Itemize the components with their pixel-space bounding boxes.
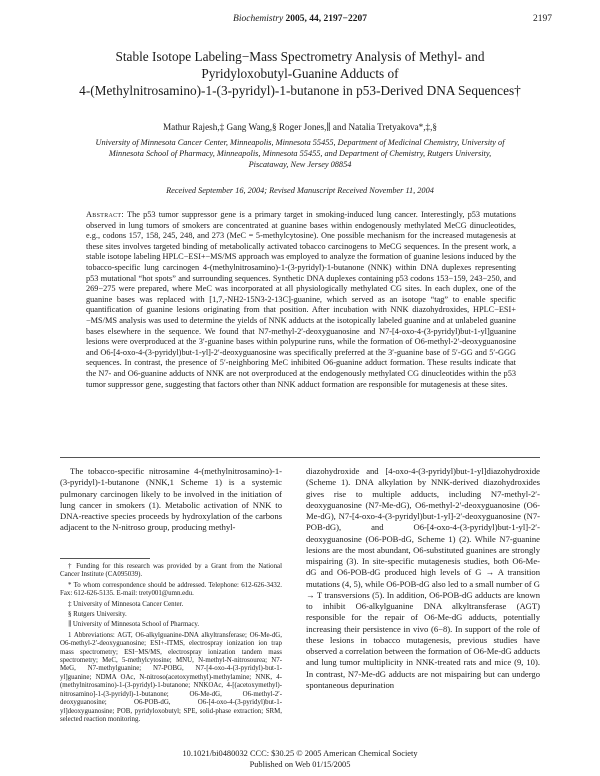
affiliations — [60, 137, 540, 170]
author-list: Mathur Rajesh,‡ Gang Wang,§ Roger Jones,∥ and Natalia Tretyakova*,‡,§ — [162, 122, 438, 132]
body-text-right-column: diazohydroxide and [4-oxo-4-(3-pyridyl)but-1-yl]diazohydroxide (Scheme 1). DNA alkylation by NNK-derived diazohydroxides gives rise to multiple adducts, including N7-methyl-2′-deoxyguanosine (N7-Me-dG), O6-methyl-2′-deoxyguanosine (O6-Me-dG), N7-[4-oxo-4-(3-pyridyl)but-1-yl]-2′-deoxyguanosine (N7-POB-dG), and O6-[4-oxo-4-(3-pyridyl)but-1-yl]-2′-deoxyguanosine (O6-POB-dG, Scheme 1) (2). While N7-guanine lesions are the most abundant, O6-substituted guanines are strongly mispairing (3). In site-specific mutagenesis studies, both O6-Me-dG and O6-POB-dG produced high levels of G → A transition mutations (4, 5), while O6-POB-dG also led to a small number of G → T transversions (5). In addition, O6-POB-dG adducts are known to inhibit O6-alkylguanine DNA alkyltransferase (AGT) responsible for the repair of O6-Me-dG adducts, potentially increasing their persistence in vivo (6−8). In support of the role of these lesions in tobacco mutagenesis, previous studies have observed a correlation between the formation of O6-Me-dG adducts and lung tumor multiplicity in NNK-treated rats and mice (9, 10). In contrast, N7-Me-dG adducts are not mispairing but can undergo spontaneous depurination — [306, 466, 540, 690]
abstract-divider — [60, 457, 540, 458]
abstract-text: The p53 tumor suppressor gene is a primary target in smoking-induced lung cancer. Interestingly, p53 mutations observed in lung tumors of smokers are concentrated at guanine bases within endogenously methylated MeCG dinucleotides, e.g., codons 157, 158, 245, 248, and 273 (MeC = 5-methylcytosine). One possible mechanism for the increased mutagenesis at these sites involves targeted binding of metabolically activated tobacco carcinogens to MeCG sequences. In the present work, a stable isotope labeling HPLC−ESI+−MS/MS approach was employed to analyze the formation of guanine lesions induced by the tobacco-specific lung carcinogen 4-(methylnitrosamino)-1-(3-pyridyl)-1-butanone (NNK) within DNA duplexes representing p53 mutational “hot spots” and surrounding sequences. Synthetic DNA duplexes containing p53 codons 153−159, 243−250, and 269−275 were prepared, where MeC was incorporated at all physiologically methylated CG sites. In each duplex, one of the guanine bases was replaced with [1,7,-NH2-15N3-2-13C]-guanine, which served as an isotope “tag” to enable specific quantification of guanine lesions originating from that position. After incubation with NNK diazohydroxides, HPLC−ESI+−MS/MS analysis was used to determine the yields of NNK adducts at the isotopically labeled guanine and at unlabeled guanine bases elsewhere in the sequence. We found that N7-methyl-2′-deoxyguanosine and N7-[4-oxo-4-(3-pyridyl)but-1-yl]guanine lesions were overproduced at the 3′-guanine bases within polypurine runs, while the formation of O6-methyl-2′-deoxyguanosine and O6-[4-oxo-4-(3-pyridyl)but-1-yl]-2′-deoxyguanosine was specifically preferred at the 3′-guanine base of 5′-GG and 5′-GGG sequences. In contrast, the presence of 5′-neighboring MeC inhibited O6-guanine adduct formation. These results indicate that the N7- and O6-guanine adducts of NNK are not overproduced at the endogenously methylated CG dinucleotides within the p53 tumor suppressor gene, suggesting that factors other than NNK adduct formation are responsible for mutagenesis at these sites. — [86, 210, 516, 389]
affiliation-line-3: Piscataway, New Jersey 08854 — [248, 160, 352, 169]
abstract — [86, 210, 516, 390]
footnote-affiliation-rutgers: § Rutgers University. — [68, 611, 127, 619]
article-title — [60, 48, 540, 99]
footnote-correspondence: * To whom correspondence should be addressed. Telephone: 612-626-3432. Fax: 612-626-5135. E-mail: trety001@umn.edu. — [60, 581, 282, 598]
page-number: 2197 — [533, 14, 552, 24]
journal-citation — [0, 14, 600, 24]
received-dates: Received September 16, 2004; Revised Manuscript Received November 11, 2004 — [166, 186, 434, 195]
footnote-funding: † Funding for this research was provided by a Grant from the National Cancer Institute (CA095039). — [60, 563, 282, 579]
footnote-affiliation-pharmacy: ∥ University of Minnesota School of Pharmacy. — [68, 621, 200, 629]
journal-name: Biochemistry — [233, 14, 284, 24]
footnote-abbreviations: 1 Abbreviations: AGT, O6-alkylguanine-DNA alkyltransferase; O6-Me-dG, O6-methyl-2′-deoxyguanosine; ESI+-ITMS, electrospray ionization ion trap mass spectrometry; ESI−MS/MS, electrospray ionization tandem mass spectrometry; MeC, 5-methylcytosine; MNU, N-methyl-N-nitrosourea; N7-MeG, N7-methylguanine; N7-POBG, N7-[4-oxo-4-(3-pyridyl)-but-1-yl]guanine; NDMA OAc, N-nitroso(acetoxymethyl)-methylamine; NNK, 4-(methylnitrosamino)-1-(3-pyridyl)-1-butanone; NNKOAc, 4-[(acetoxymethyl)-nitrosamino]-1-(3-pyridyl)-1-butanone; O6-Me-dG, O6-methyl-2′-deoxyguanosine; O6-POB-dG, O6-[4-oxo-4-(3-pyridyl)but-1-yl]deoxyguanosine; POB, pyridyloxobutyl; SPE, solid-phase extraction; SRM, selected reaction monitoring. — [60, 631, 282, 723]
title-line-1: Stable Isotope Labeling−Mass Spectrometry Analysis of Methyl- and — [115, 49, 485, 64]
affiliation-line-2: Minnesota School of Pharmacy, Minneapolis, Minnesota 55455, and Department of Chemistry, Rutgers University, — [108, 149, 492, 158]
page-footer — [0, 749, 600, 770]
volume-info: 2005, 44, 2197−2207 — [285, 14, 367, 24]
affiliation-line-1: University of Minnesota Cancer Center, Minneapolis, Minnesota 55455, Department of Medicinal Chemistry, University of — [95, 138, 505, 147]
running-header — [0, 14, 600, 28]
title-line-2: Pyridyloxobutyl-Guanine Adducts of — [201, 66, 399, 81]
body-text-left-column: The tobacco-specific nitrosamine 4-(methylnitrosamino)-1-(3-pyridyl)-1-butanone (NNK,1 Scheme 1) is a systemic pulmonary carcinogen likely to be involved in the initiation of lung cancer in smokers (1). Metabolic activation of NNK to DNA-reactive species proceeds by hydroxylation of the carbons adjacent to the N-nitroso group, producing methyl- — [60, 466, 282, 533]
footnotes — [60, 563, 282, 726]
publication-date: Published on Web 01/15/2005 — [249, 759, 351, 769]
doi-copyright: 10.1021/bi0480032 CCC: $30.25 © 2005 American Chemical Society — [182, 749, 418, 758]
footnote-divider — [60, 558, 150, 559]
footnote-affiliation-cancer-center: ‡ University of Minnesota Cancer Center. — [68, 600, 184, 608]
title-line-3: 4-(Methylnitrosamino)-1-(3-pyridyl)-1-butanone in p53-Derived DNA Sequences† — [79, 83, 521, 98]
abstract-label: Abstract: — [86, 210, 125, 219]
